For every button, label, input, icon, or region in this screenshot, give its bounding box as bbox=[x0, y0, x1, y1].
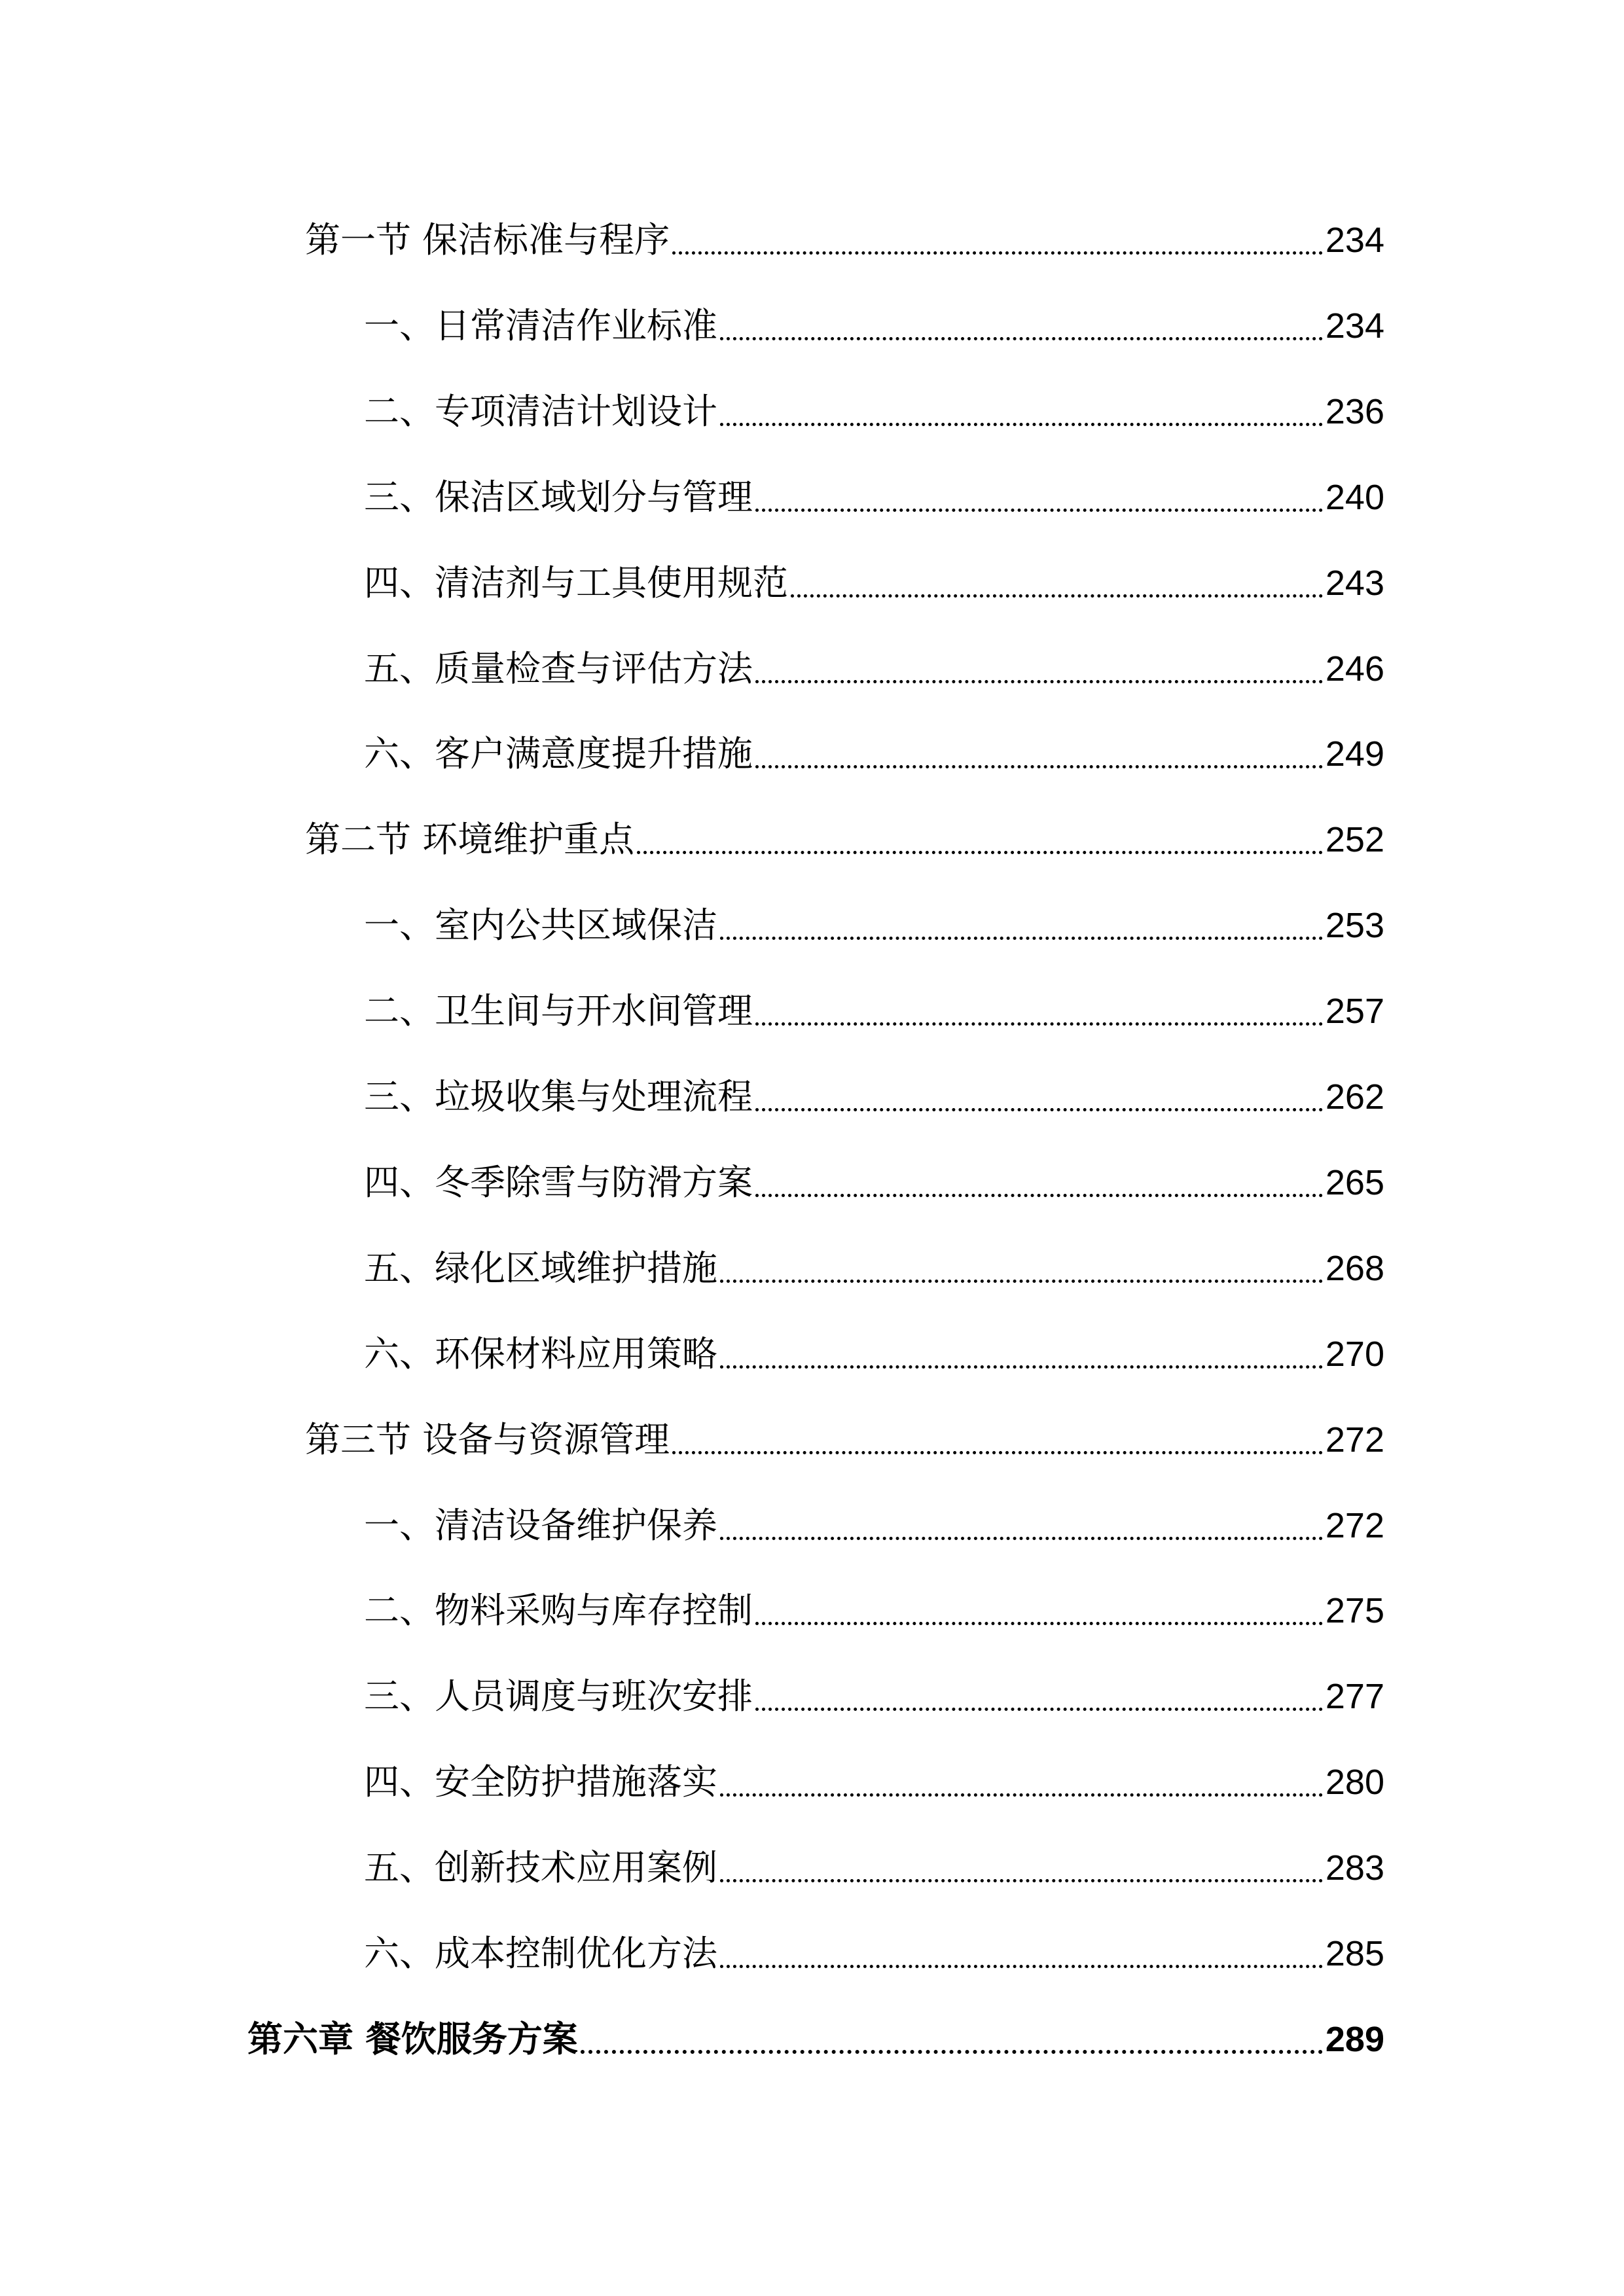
toc-entry-sub[interactable] bbox=[364, 1328, 1384, 1380]
toc-page-number: 272 bbox=[1325, 1420, 1384, 1460]
dot-leader bbox=[672, 214, 1323, 266]
toc-entry-title: 第二节 环境维护重点 bbox=[305, 819, 635, 861]
dot-leader bbox=[720, 386, 1323, 438]
toc-page-number: 280 bbox=[1325, 1763, 1384, 1803]
dot-leader bbox=[720, 1242, 1323, 1295]
toc-entry-sub[interactable] bbox=[364, 728, 1384, 780]
toc-page-number: 236 bbox=[1325, 391, 1384, 431]
dot-leader bbox=[791, 557, 1323, 609]
dot-leader bbox=[720, 300, 1323, 352]
toc-entry-title: 二、卫生间与开水间管理 bbox=[364, 990, 753, 1032]
toc-entry-title: 第三节 设备与资源管理 bbox=[305, 1418, 670, 1460]
toc-page-number: 253 bbox=[1325, 906, 1384, 946]
toc-page-number: 283 bbox=[1325, 1848, 1384, 1888]
toc-entry-title: 六、环保材料应用策略 bbox=[364, 1333, 717, 1374]
toc-page-number: 243 bbox=[1325, 563, 1384, 603]
toc-entry-chapter[interactable] bbox=[247, 2013, 1384, 2066]
dot-leader bbox=[720, 1842, 1323, 1894]
dot-leader bbox=[755, 643, 1323, 695]
toc-entry-sub[interactable] bbox=[364, 899, 1384, 952]
dot-leader bbox=[755, 728, 1323, 780]
toc-entry-title: 六、成本控制优化方法 bbox=[364, 1933, 717, 1974]
toc-entry-title: 四、冬季除雪与防滑方案 bbox=[364, 1161, 753, 1203]
toc-page-number: 262 bbox=[1325, 1077, 1384, 1117]
toc-page-number: 257 bbox=[1325, 992, 1384, 1031]
toc-entry-section[interactable] bbox=[305, 214, 1384, 266]
toc-entry-sub[interactable] bbox=[364, 1928, 1384, 1980]
toc-page-number: 275 bbox=[1325, 1591, 1384, 1631]
toc-entry-title: 第一节 保洁标准与程序 bbox=[305, 219, 670, 260]
toc-entry-title: 一、日常清洁作业标准 bbox=[364, 304, 717, 346]
toc-page-number: 249 bbox=[1325, 734, 1384, 774]
toc-entry-sub[interactable] bbox=[364, 386, 1384, 438]
dot-leader bbox=[720, 1756, 1323, 1808]
dot-leader bbox=[720, 1928, 1323, 1980]
toc-page-number: 285 bbox=[1325, 1934, 1384, 1973]
toc-entry-title: 三、垃圾收集与处理流程 bbox=[364, 1076, 753, 1117]
toc-entry-sub[interactable] bbox=[364, 1842, 1384, 1894]
toc-page-number: 270 bbox=[1325, 1334, 1384, 1374]
toc-page-number: 240 bbox=[1325, 477, 1384, 517]
dot-leader bbox=[755, 1071, 1323, 1123]
toc-entry-title: 一、清洁设备维护保养 bbox=[364, 1504, 717, 1546]
dot-leader bbox=[581, 2013, 1323, 2066]
toc-entry-title: 二、专项清洁计划设计 bbox=[364, 390, 717, 432]
toc-entry-sub[interactable] bbox=[364, 471, 1384, 524]
toc-entry-sub[interactable] bbox=[364, 1670, 1384, 1723]
toc-entry-sub[interactable] bbox=[364, 557, 1384, 609]
toc-entry-title: 四、安全防护措施落实 bbox=[364, 1761, 717, 1803]
toc-entry-sub[interactable] bbox=[364, 300, 1384, 352]
toc-page-number: 234 bbox=[1325, 306, 1384, 346]
toc-entry-sub[interactable] bbox=[364, 1071, 1384, 1123]
toc-page-number: 265 bbox=[1325, 1162, 1384, 1202]
toc-entry-sub[interactable] bbox=[364, 1499, 1384, 1552]
toc-entry-title: 第六章 餐饮服务方案 bbox=[247, 2018, 578, 2060]
toc-entry-title: 三、人员调度与班次安排 bbox=[364, 1676, 753, 1717]
toc-entry-title: 五、创新技术应用案例 bbox=[364, 1847, 717, 1889]
dot-leader bbox=[720, 1499, 1323, 1552]
dot-leader bbox=[755, 1670, 1323, 1723]
toc-page-number: 277 bbox=[1325, 1677, 1384, 1717]
toc-entry-title: 三、保洁区域划分与管理 bbox=[364, 476, 753, 518]
dot-leader bbox=[755, 471, 1323, 524]
dot-leader bbox=[637, 814, 1323, 866]
dot-leader bbox=[672, 1414, 1323, 1466]
toc-entry-sub[interactable] bbox=[364, 985, 1384, 1037]
dot-leader bbox=[720, 1328, 1323, 1380]
toc-entry-title: 六、客户满意度提升措施 bbox=[364, 733, 753, 775]
dot-leader bbox=[755, 1585, 1323, 1637]
toc-page-number: 268 bbox=[1325, 1248, 1384, 1288]
toc-page-number: 252 bbox=[1325, 820, 1384, 860]
toc-page-number: 246 bbox=[1325, 649, 1384, 689]
dot-leader bbox=[720, 899, 1323, 952]
toc-entry-sub[interactable] bbox=[364, 1242, 1384, 1295]
toc-entry-sub[interactable] bbox=[364, 1756, 1384, 1808]
toc-entry-title: 四、清洁剂与工具使用规范 bbox=[364, 562, 788, 603]
dot-leader bbox=[755, 1157, 1323, 1209]
toc-entry-section[interactable] bbox=[305, 814, 1384, 866]
toc-page-number: 234 bbox=[1325, 221, 1384, 260]
toc-entry-sub[interactable] bbox=[364, 1157, 1384, 1209]
toc-page-number: 272 bbox=[1325, 1505, 1384, 1545]
toc-entry-title: 二、物料采购与库存控制 bbox=[364, 1590, 753, 1632]
toc-page-number: 289 bbox=[1325, 2019, 1384, 2059]
toc-entry-sub[interactable] bbox=[364, 643, 1384, 695]
toc-entry-title: 五、质量检查与评估方法 bbox=[364, 647, 753, 689]
toc-entry-sub[interactable] bbox=[364, 1585, 1384, 1637]
toc-entry-section[interactable] bbox=[305, 1414, 1384, 1466]
toc-entry-title: 五、绿化区域维护措施 bbox=[364, 1247, 717, 1289]
dot-leader bbox=[755, 985, 1323, 1037]
toc-entry-title: 一、室内公共区域保洁 bbox=[364, 905, 717, 946]
